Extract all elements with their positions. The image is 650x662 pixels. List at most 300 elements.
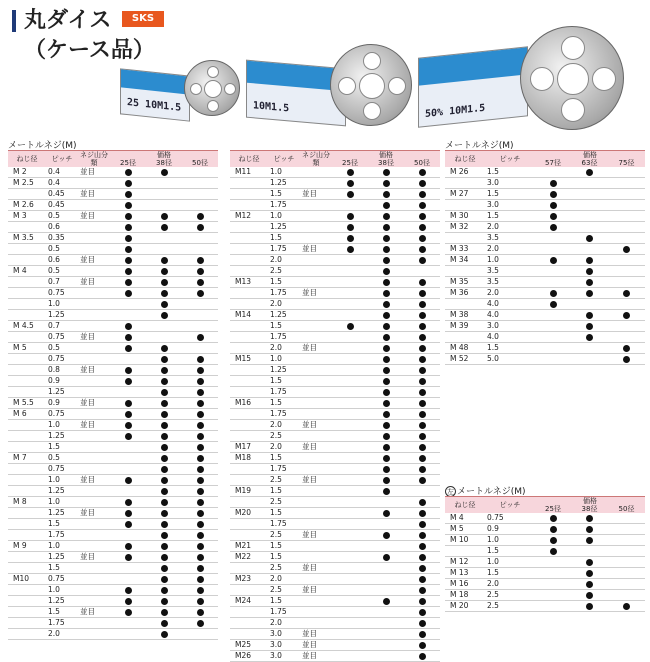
availability-cell	[332, 475, 368, 486]
availability-cell	[404, 277, 440, 288]
availability-cell	[182, 288, 218, 299]
thread-size: M 10	[445, 535, 485, 546]
thread-class	[300, 266, 332, 277]
available-dot-icon	[419, 455, 426, 462]
available-dot-icon	[383, 367, 390, 374]
availability-cell	[404, 299, 440, 310]
thread-class	[300, 167, 332, 178]
thread-class	[300, 486, 332, 497]
table-row	[230, 453, 440, 464]
table-row	[230, 607, 440, 618]
available-dot-icon	[161, 169, 168, 176]
availability-cell	[146, 497, 182, 508]
table-row	[230, 277, 440, 288]
thread-size	[230, 420, 268, 431]
table-row	[230, 508, 440, 519]
pitch-value: 1.0	[46, 585, 78, 596]
thread-size	[8, 376, 46, 387]
availability-cell	[368, 497, 404, 508]
available-dot-icon	[197, 532, 204, 539]
pitch-value: 1.0	[268, 211, 300, 222]
availability-cell	[332, 574, 368, 585]
availability-cell	[608, 579, 645, 590]
thread-size	[445, 332, 485, 343]
availability-cell	[571, 288, 608, 299]
thread-class	[78, 431, 110, 442]
table-row	[8, 277, 218, 288]
pitch-value: 0.8	[46, 365, 78, 376]
thread-size: M 7	[8, 453, 46, 464]
availability-cell	[404, 376, 440, 387]
availability-cell	[571, 601, 608, 612]
col-header-price: 価格	[332, 151, 440, 160]
thread-size: M 48	[445, 343, 485, 354]
col-header-pitch: ピッチ	[485, 497, 535, 514]
availability-cell	[368, 563, 404, 574]
availability-cell	[404, 629, 440, 640]
pitch-value: 0.75	[46, 332, 78, 343]
available-dot-icon	[383, 455, 390, 462]
thread-size	[8, 607, 46, 618]
thread-size: M 52	[445, 354, 485, 365]
pitch-value: 2.0	[485, 288, 535, 299]
thread-size	[8, 530, 46, 541]
thread-size	[8, 618, 46, 629]
thread-size: M 12	[445, 557, 485, 568]
table-row	[8, 189, 218, 200]
availability-cell	[535, 266, 571, 277]
availability-cell	[146, 332, 182, 343]
available-dot-icon	[125, 433, 132, 440]
pitch-value: 1.5	[46, 442, 78, 453]
available-dot-icon	[161, 345, 168, 352]
table-row	[230, 530, 440, 541]
availability-cell	[146, 277, 182, 288]
availability-cell	[146, 431, 182, 442]
table-row	[8, 574, 218, 585]
availability-cell	[535, 200, 571, 211]
available-dot-icon	[125, 213, 132, 220]
table-row	[8, 244, 218, 255]
available-dot-icon	[383, 422, 390, 429]
availability-cell	[182, 442, 218, 453]
pitch-value: 0.75	[46, 354, 78, 365]
availability-cell	[146, 409, 182, 420]
available-dot-icon	[383, 356, 390, 363]
available-dot-icon	[161, 521, 168, 528]
available-dot-icon	[161, 455, 168, 462]
available-dot-icon	[419, 279, 426, 286]
table-row	[230, 332, 440, 343]
table-row	[230, 178, 440, 189]
availability-cell	[608, 211, 645, 222]
thread-class	[300, 409, 332, 420]
available-dot-icon	[161, 532, 168, 539]
availability-cell	[608, 354, 645, 365]
thread-class	[300, 431, 332, 442]
availability-cell	[182, 629, 218, 640]
availability-cell	[332, 442, 368, 453]
thread-class	[78, 288, 110, 299]
thread-size	[230, 343, 268, 354]
available-dot-icon	[125, 345, 132, 352]
availability-cell	[182, 255, 218, 266]
pitch-value: 1.5	[268, 508, 300, 519]
availability-cell	[110, 189, 146, 200]
pitch-value: 2.0	[268, 255, 300, 266]
pitch-value: 1.5	[268, 321, 300, 332]
availability-cell	[110, 530, 146, 541]
availability-cell	[368, 332, 404, 343]
available-dot-icon	[419, 565, 426, 572]
pitch-value: 0.9	[485, 524, 535, 535]
availability-cell	[368, 574, 404, 585]
availability-cell	[404, 618, 440, 629]
pitch-value: 1.75	[268, 244, 300, 255]
thread-size	[8, 387, 46, 398]
thread-size: M20	[230, 508, 268, 519]
availability-cell	[608, 590, 645, 601]
thread-size	[8, 222, 46, 233]
availability-cell	[332, 409, 368, 420]
pitch-value: 1.75	[46, 530, 78, 541]
pitch-value: 1.25	[268, 365, 300, 376]
pitch-value: 1.75	[268, 332, 300, 343]
available-dot-icon	[550, 526, 557, 533]
available-dot-icon	[197, 554, 204, 561]
pitch-value: 1.5	[268, 189, 300, 200]
pitch-value: 0.45	[46, 200, 78, 211]
col-header-size: 38径	[368, 159, 404, 167]
availability-cell	[110, 244, 146, 255]
pitch-value: 1.5	[485, 211, 535, 222]
available-dot-icon	[550, 537, 557, 544]
availability-cell	[535, 524, 571, 535]
available-dot-icon	[623, 356, 630, 363]
available-dot-icon	[347, 224, 354, 231]
availability-cell	[535, 310, 571, 321]
pitch-value: 2.5	[485, 590, 535, 601]
availability-cell	[332, 255, 368, 266]
table-row	[230, 365, 440, 376]
table-row	[8, 398, 218, 409]
available-dot-icon	[197, 411, 204, 418]
available-dot-icon	[161, 620, 168, 627]
availability-cell	[146, 607, 182, 618]
pitch-value: 3.5	[485, 277, 535, 288]
available-dot-icon	[383, 235, 390, 242]
table-row	[445, 266, 645, 277]
availability-cell	[110, 222, 146, 233]
box-band	[419, 47, 527, 86]
availability-cell	[368, 453, 404, 464]
availability-cell	[146, 420, 182, 431]
available-dot-icon	[125, 257, 132, 264]
available-dot-icon	[586, 257, 593, 264]
availability-cell	[404, 332, 440, 343]
pitch-value: 1.25	[268, 310, 300, 321]
availability-cell	[404, 255, 440, 266]
available-dot-icon	[419, 499, 426, 506]
available-dot-icon	[383, 334, 390, 341]
available-dot-icon	[197, 334, 204, 341]
thread-class: 並目	[78, 332, 110, 343]
available-dot-icon	[197, 433, 204, 440]
availability-cell	[182, 431, 218, 442]
availability-cell	[332, 607, 368, 618]
available-dot-icon	[161, 279, 168, 286]
pitch-value: 2.0	[268, 343, 300, 354]
thread-class	[78, 233, 110, 244]
available-dot-icon	[197, 367, 204, 374]
available-dot-icon	[383, 378, 390, 385]
availability-cell	[146, 519, 182, 530]
col-header-thread: ねじ径	[445, 151, 485, 168]
thread-class	[300, 299, 332, 310]
availability-cell	[332, 563, 368, 574]
availability-cell	[571, 524, 608, 535]
thread-size	[230, 475, 268, 486]
availability-cell	[368, 431, 404, 442]
available-dot-icon	[197, 389, 204, 396]
available-dot-icon	[419, 653, 426, 660]
available-dot-icon	[550, 191, 557, 198]
availability-cell	[146, 486, 182, 497]
thread-size	[8, 596, 46, 607]
availability-cell	[571, 244, 608, 255]
availability-cell	[332, 354, 368, 365]
available-dot-icon	[347, 246, 354, 253]
availability-cell	[110, 299, 146, 310]
thread-size: M 5.5	[8, 398, 46, 409]
availability-cell	[110, 409, 146, 420]
availability-cell	[404, 431, 440, 442]
available-dot-icon	[550, 202, 557, 209]
table-row	[8, 475, 218, 486]
available-dot-icon	[419, 367, 426, 374]
pitch-value: 1.75	[268, 288, 300, 299]
thread-size: M 6	[8, 409, 46, 420]
available-dot-icon	[419, 389, 426, 396]
table-row	[230, 343, 440, 354]
thread-class	[300, 233, 332, 244]
availability-cell	[332, 453, 368, 464]
thread-size	[8, 365, 46, 376]
availability-cell	[368, 475, 404, 486]
pitch-value: 1.0	[268, 167, 300, 178]
table-row	[445, 299, 645, 310]
availability-cell	[368, 596, 404, 607]
availability-cell	[535, 568, 571, 579]
thread-size	[445, 200, 485, 211]
table-row	[8, 299, 218, 310]
table-row	[8, 552, 218, 563]
available-dot-icon	[161, 268, 168, 275]
table-row	[8, 343, 218, 354]
table-row	[8, 629, 218, 640]
availability-cell	[146, 178, 182, 189]
thread-size	[8, 585, 46, 596]
availability-cell	[110, 420, 146, 431]
table-row	[230, 288, 440, 299]
available-dot-icon	[197, 378, 204, 385]
available-dot-icon	[419, 477, 426, 484]
availability-cell	[146, 365, 182, 376]
thread-class	[300, 365, 332, 376]
availability-cell	[404, 365, 440, 376]
pitch-value: 2.5	[268, 475, 300, 486]
table-row	[230, 211, 440, 222]
table-row	[230, 299, 440, 310]
table-row	[445, 200, 645, 211]
availability-cell	[404, 420, 440, 431]
pitch-value: 1.5	[268, 277, 300, 288]
available-dot-icon	[383, 246, 390, 253]
availability-cell	[332, 387, 368, 398]
pitch-value: 3.0	[268, 640, 300, 651]
available-dot-icon	[125, 499, 132, 506]
availability-cell	[535, 288, 571, 299]
available-dot-icon	[125, 609, 132, 616]
availability-cell	[404, 211, 440, 222]
availability-cell	[332, 299, 368, 310]
table-row	[8, 310, 218, 321]
thread-size	[230, 299, 268, 310]
table-row	[8, 178, 218, 189]
availability-cell	[608, 266, 645, 277]
available-dot-icon	[419, 323, 426, 330]
table-row	[8, 387, 218, 398]
available-dot-icon	[161, 598, 168, 605]
thread-class	[300, 497, 332, 508]
available-dot-icon	[623, 312, 630, 319]
availability-cell	[110, 497, 146, 508]
thread-class	[300, 376, 332, 387]
available-dot-icon	[197, 400, 204, 407]
table-row	[445, 513, 645, 524]
availability-cell	[571, 535, 608, 546]
availability-cell	[535, 244, 571, 255]
thread-size: M 30	[445, 211, 485, 222]
available-dot-icon	[161, 576, 168, 583]
available-dot-icon	[419, 191, 426, 198]
available-dot-icon	[161, 444, 168, 451]
thread-size: M10	[8, 574, 46, 585]
availability-cell	[404, 519, 440, 530]
availability-cell	[110, 541, 146, 552]
availability-cell	[368, 222, 404, 233]
table-row	[230, 475, 440, 486]
table-row	[445, 310, 645, 321]
available-dot-icon	[383, 400, 390, 407]
availability-cell	[332, 519, 368, 530]
thread-class	[78, 178, 110, 189]
availability-cell	[404, 508, 440, 519]
availability-cell	[571, 299, 608, 310]
available-dot-icon	[197, 609, 204, 616]
availability-cell	[608, 332, 645, 343]
available-dot-icon	[419, 433, 426, 440]
availability-cell	[110, 398, 146, 409]
pitch-value: 1.0	[46, 420, 78, 431]
pitch-value: 0.5	[46, 211, 78, 222]
thread-size	[230, 189, 268, 200]
table-row	[230, 409, 440, 420]
thread-class	[78, 486, 110, 497]
thread-class: 並目	[300, 343, 332, 354]
available-dot-icon	[383, 510, 390, 517]
thread-class: 並目	[300, 651, 332, 662]
available-dot-icon	[550, 180, 557, 187]
col-header-class: ネジ山分類	[302, 151, 330, 167]
available-dot-icon	[197, 543, 204, 550]
available-dot-icon	[419, 532, 426, 539]
available-dot-icon	[125, 587, 132, 594]
available-dot-icon	[586, 515, 593, 522]
available-dot-icon	[161, 554, 168, 561]
thread-size	[8, 563, 46, 574]
pitch-value: 1.75	[268, 387, 300, 398]
thread-class	[300, 277, 332, 288]
available-dot-icon	[125, 598, 132, 605]
table-row	[230, 398, 440, 409]
availability-cell	[182, 519, 218, 530]
available-dot-icon	[586, 334, 593, 341]
available-dot-icon	[419, 521, 426, 528]
available-dot-icon	[197, 598, 204, 605]
thread-size	[445, 299, 485, 310]
availability-cell	[332, 288, 368, 299]
thread-class	[300, 552, 332, 563]
available-dot-icon	[161, 400, 168, 407]
pitch-value: 2.5	[485, 601, 535, 612]
available-dot-icon	[197, 565, 204, 572]
availability-cell	[332, 552, 368, 563]
available-dot-icon	[419, 257, 426, 264]
thread-size	[8, 442, 46, 453]
available-dot-icon	[586, 581, 593, 588]
availability-cell	[182, 200, 218, 211]
availability-cell	[535, 546, 571, 557]
available-dot-icon	[197, 444, 204, 451]
pitch-value: 0.45	[46, 189, 78, 200]
table-row	[445, 167, 645, 178]
thread-size	[8, 310, 46, 321]
availability-cell	[571, 266, 608, 277]
pitch-value: 2.5	[268, 497, 300, 508]
availability-cell	[182, 321, 218, 332]
thread-class	[78, 321, 110, 332]
pitch-value: 0.75	[46, 288, 78, 299]
thread-class	[78, 310, 110, 321]
thread-size: M 2.5	[8, 178, 46, 189]
availability-cell	[182, 354, 218, 365]
availability-cell	[368, 255, 404, 266]
available-dot-icon	[125, 367, 132, 374]
table-row	[8, 420, 218, 431]
table-row	[230, 651, 440, 662]
availability-cell	[146, 288, 182, 299]
pitch-value: 1.5	[485, 167, 535, 178]
available-dot-icon	[383, 224, 390, 231]
available-dot-icon	[347, 191, 354, 198]
thread-size	[230, 244, 268, 255]
available-dot-icon	[161, 477, 168, 484]
pitch-value: 1.0	[268, 354, 300, 365]
thread-size: M 8	[8, 497, 46, 508]
col-header-pitch: ピッチ	[485, 151, 535, 168]
thread-size	[230, 332, 268, 343]
